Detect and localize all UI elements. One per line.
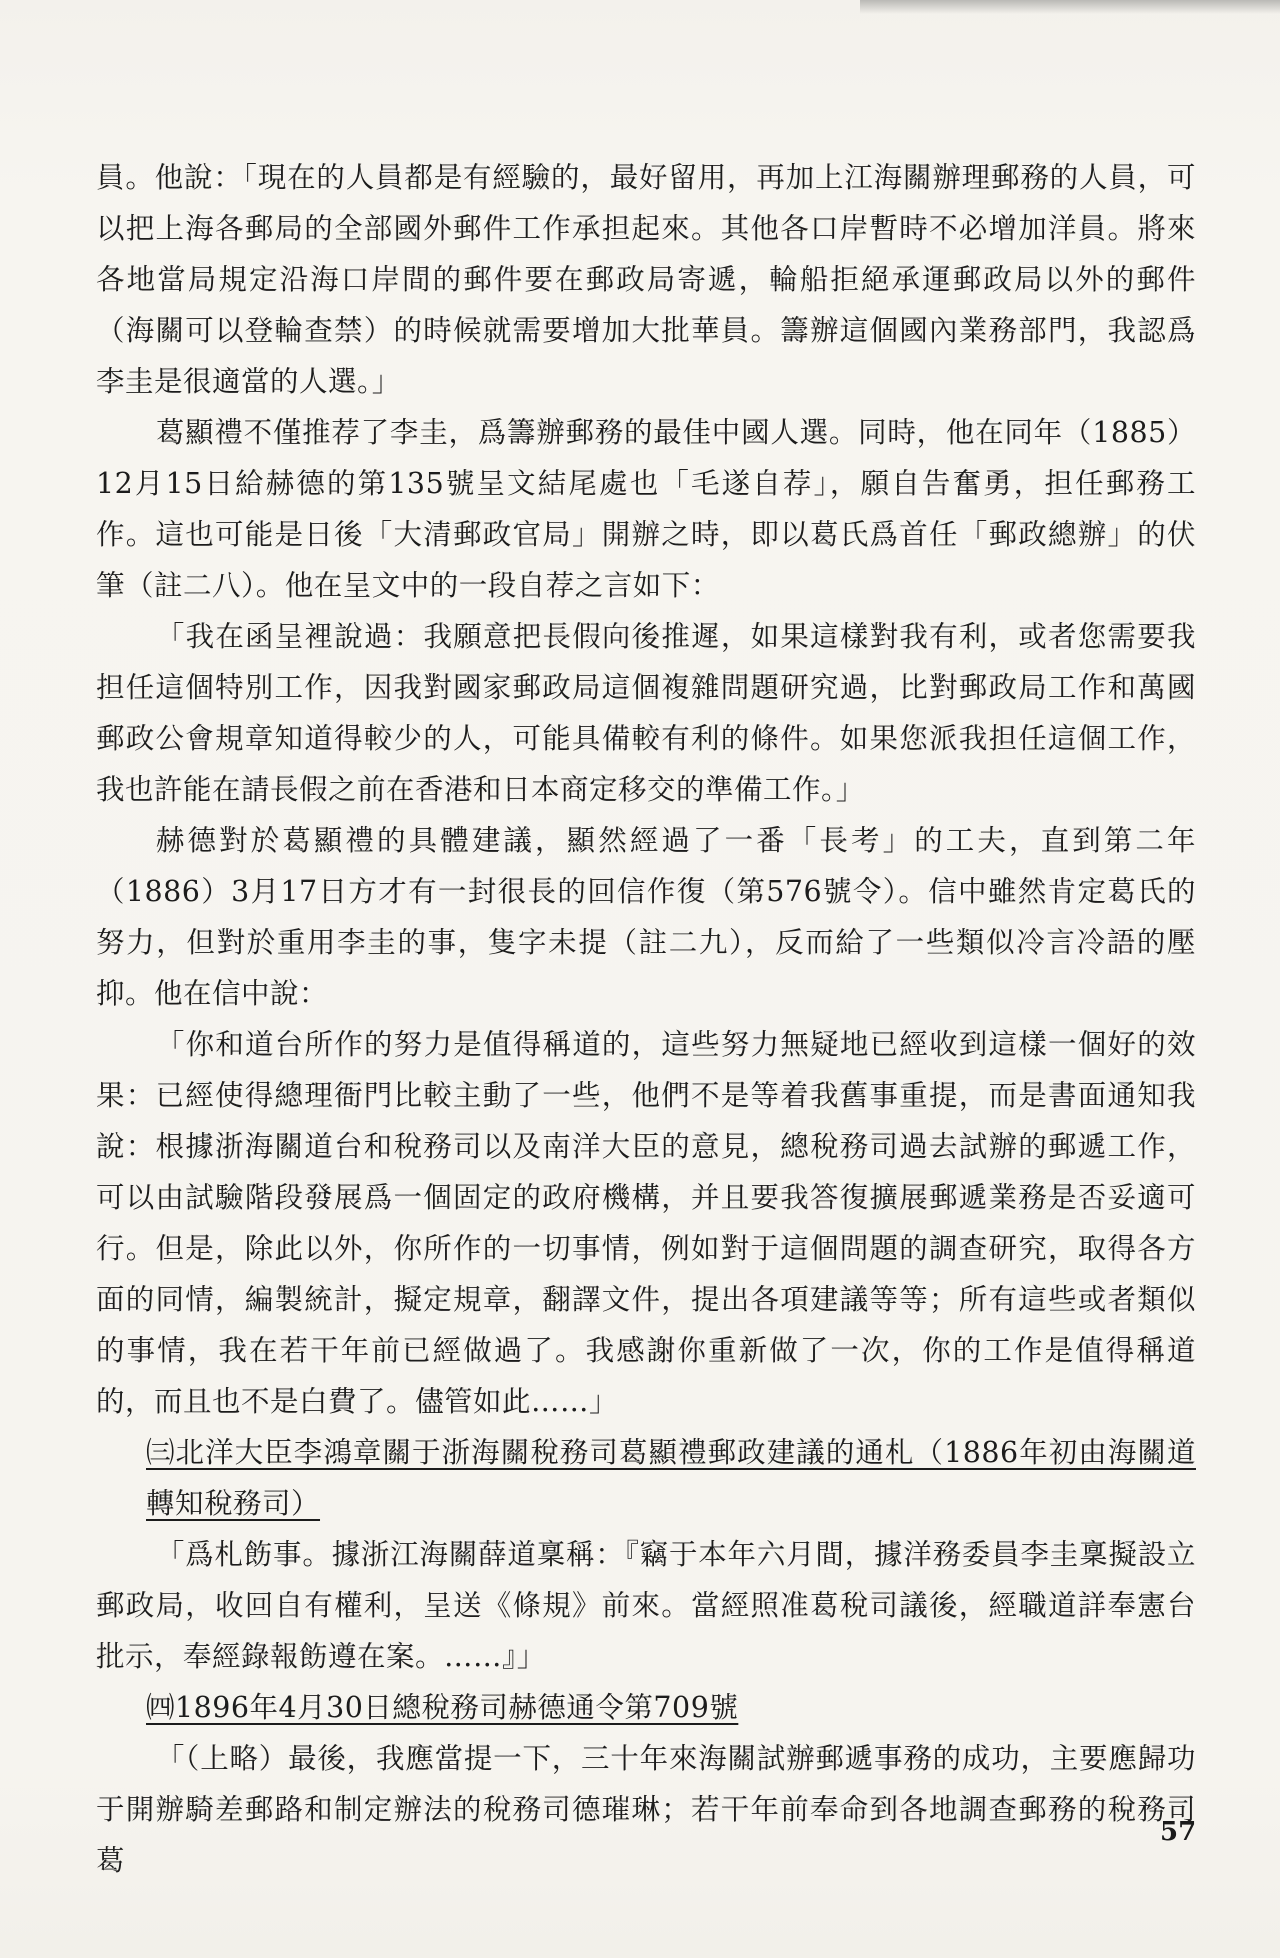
quoted-paragraph: 「爲札飭事。據浙江海關薛道稟稱：『竊于本年六月間，據洋務委員李圭稟擬設立郵政局，收回自有權利，呈送《條規》前來。當經照准葛稅司議後，經職道詳奉憲台批示，奉經錄報飭遵在案。……』」	[96, 1538, 1196, 1673]
paragraph-continuation: 員。他說：「現在的人員都是有經驗的，最好留用，再加上江海關辦理郵務的人員，可以把上海各郵局的全部國外郵件工作承担起來。其他各口岸暫時不必增加洋員。將來各地當局規定沿海口岸間的郵件要在郵政局寄遞，輪船拒絕承運郵政局以外的郵件（海關可以登輪查禁）的時候就需要增加大批華員。籌辦這個國內業務部門，我認爲李圭是很適當的人選。」	[96, 161, 1196, 398]
page-number: 57	[1160, 1817, 1197, 1847]
paragraph: 葛顯禮不僅推荐了李圭，爲籌辦郵務的最佳中國人選。同時，他在同年（1885）12月15日給赫德的第135號呈文結尾處也「毛遂自荐」，願自告奮勇，担任郵務工作。這也可能是日後「大清郵政官局」開辦之時，即以葛氏爲首任「郵政總辦」的伏筆（註二八）。他在呈文中的一段自荐之言如下：	[96, 416, 1196, 602]
quoted-paragraph: 「我在函呈裡說過：我願意把長假向後推遲，如果這樣對我有利，或者您需要我担任這個特別工作，因我對國家郵政局這個複雜問題研究過，比對郵政局工作和萬國郵政公會規章知道得較少的人，可能具備較有利的條件。如果您派我担任這個工作，我也許能在請長假之前在香港和日本商定移交的準備工作。」	[96, 620, 1196, 806]
scan-edge-shadow	[860, 0, 1280, 14]
section-heading: ㈣1896年4月30日總稅務司赫德通令第709號	[146, 1691, 739, 1724]
paragraph: 赫德對於葛顯禮的具體建議，顯然經過了一番「長考」的工夫，直到第二年（1886）3月17日方才有一封很長的回信作復（第576號令）。信中雖然肯定葛氏的努力，但對於重用李圭的事，隻字未提（註二九），反而給了一些類似冷言冷語的壓抑。他在信中說：	[96, 824, 1196, 1010]
quoted-paragraph: 「（上略）最後，我應當提一下，三十年來海關試辦郵遞事務的成功，主要應歸功于開辦騎差郵路和制定辦法的稅務司德璀琳；若干年前奉命到各地調查郵務的稅務司葛	[96, 1742, 1196, 1877]
section-heading: ㈢北洋大臣李鴻章關于浙海關稅務司葛顯禮郵政建議的通札（1886年初由海關道轉知稅務司）	[146, 1436, 1196, 1520]
page-body	[96, 152, 1196, 1886]
quoted-paragraph: 「你和道台所作的努力是值得稱道的，這些努力無疑地已經收到這樣一個好的效果：已經使得總理衙門比較主動了一些，他們不是等着我舊事重提，而是書面通知我說：根據浙海關道台和稅務司以及南洋大臣的意見，總稅務司過去試辦的郵遞工作，可以由試驗階段發展爲一個固定的政府機構，并且要我答復擴展郵遞業務是否妥適可行。但是，除此以外，你所作的一切事情，例如對于這個問題的調查研究，取得各方面的同情，編製統計，擬定規章，翻譯文件，提出各項建議等等；所有這些或者類似的事情，我在若干年前已經做過了。我感謝你重新做了一次，你的工作是值得稱道的，而且也不是白費了。儘管如此……」	[96, 1028, 1196, 1418]
